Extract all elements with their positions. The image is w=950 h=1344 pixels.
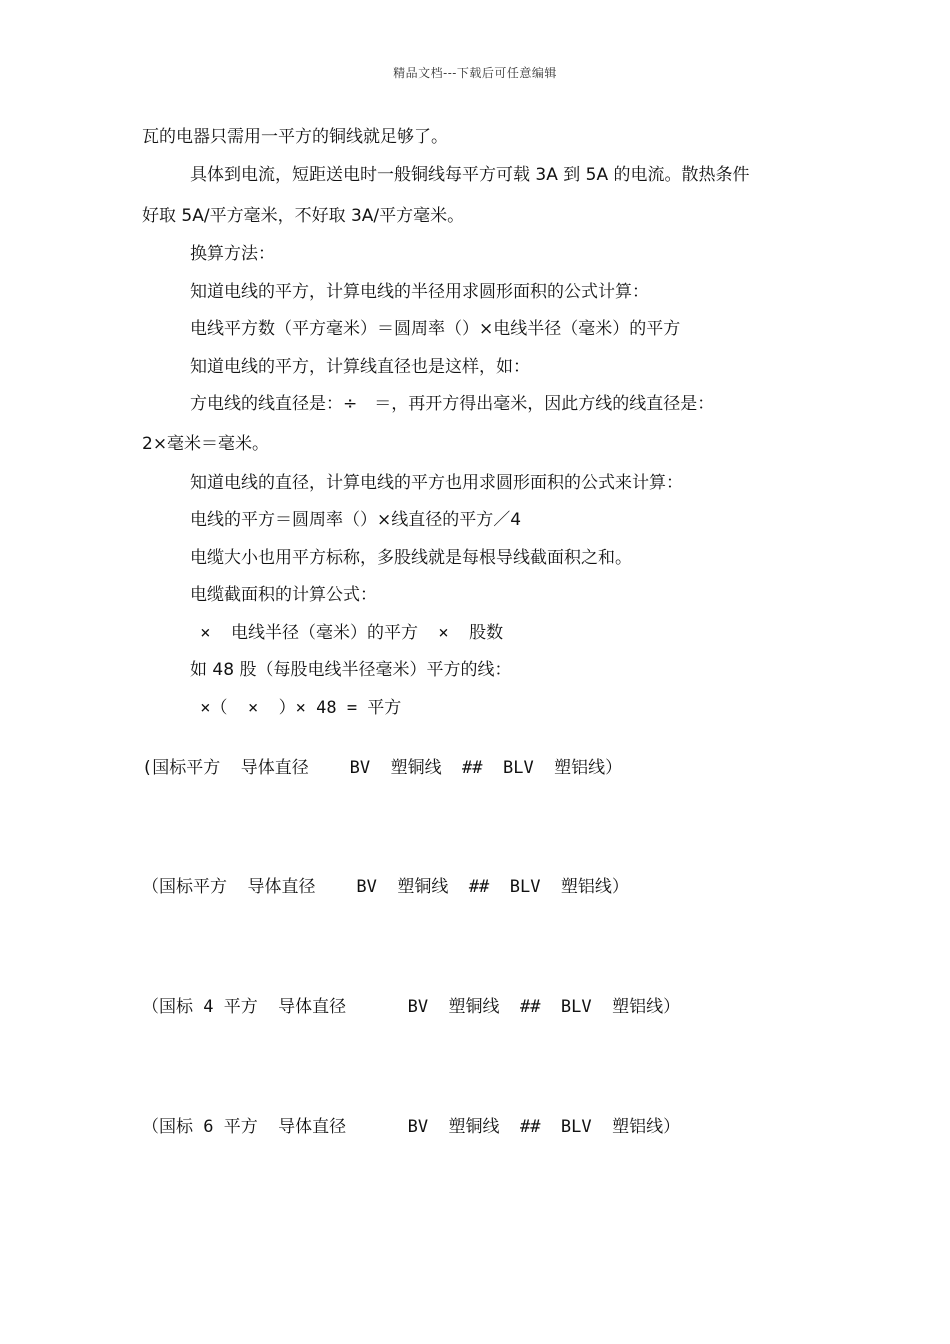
paragraph-1: 瓦的电器只需用一平方的铜线就足够了。 (142, 127, 448, 147)
paragraph-9-formula: 电线的平方＝圆周率（）×线直径的平方／4 (190, 510, 522, 530)
paragraph-10: 电缆大小也用平方标称，多股线就是每根导线截面积之和。 (190, 548, 632, 568)
paragraph-3: 换算方法： (190, 244, 275, 264)
paragraph-11: 电缆截面积的计算公式： (190, 585, 377, 605)
paragraph-14-formula: ×（ × ）× 48 = 平方 (190, 698, 402, 718)
paragraph-2-line-2: 好取 5A/平方毫米，不好取 3A/平方毫米。 (142, 206, 465, 226)
table-heading-3: （国标 4 平方 导体直径 BV 塑铜线 ## BLV 塑铝线） (142, 997, 681, 1017)
table-heading-4: （国标 6 平方 导体直径 BV 塑铜线 ## BLV 塑铝线） (142, 1117, 681, 1137)
paragraph-7-line-1: 方电线的线直径是：÷ ＝，再开方得出毫米，因此方线的线直径是： (190, 394, 715, 414)
paragraph-13: 如 48 股（每股电线半径毫米）平方的线： (190, 660, 512, 680)
paragraph-8: 知道电线的直径，计算电线的平方也用求圆形面积的公式来计算： (190, 473, 683, 493)
paragraph-6: 知道电线的平方，计算线直径也是这样，如： (190, 357, 530, 377)
table-heading-2: （国标平方 导体直径 BV 塑铜线 ## BLV 塑铝线） (142, 877, 629, 897)
paragraph-5-formula: 电线平方数（平方毫米）＝圆周率（）×电线半径（毫米）的平方 (190, 319, 681, 339)
paragraph-7-line-2: 2×毫米＝毫米。 (142, 434, 270, 454)
paragraph-12-formula: × 电线半径（毫米）的平方 × 股数 (190, 623, 504, 643)
paragraph-2-line-1: 具体到电流，短距送电时一般铜线每平方可载 3A 到 5A 的电流。散热条件 (190, 165, 750, 185)
page-header: 精品文档---下载后可任意编辑 (393, 66, 557, 80)
paragraph-4: 知道电线的平方，计算电线的半径用求圆形面积的公式计算： (190, 282, 649, 302)
table-heading-1: (国标平方 导体直径 BV 塑铜线 ## BLV 塑铝线） (142, 758, 623, 778)
